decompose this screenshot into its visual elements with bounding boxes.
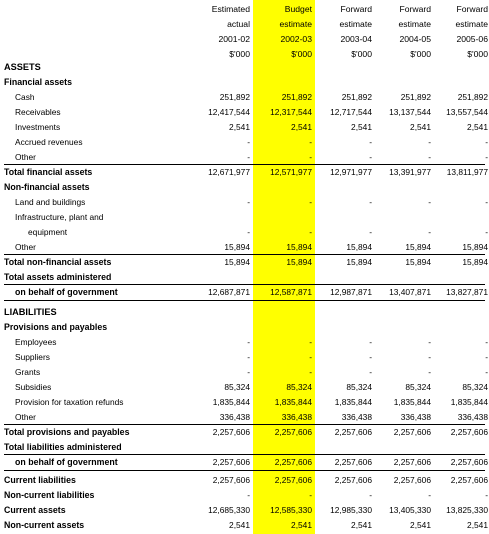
table-cell: - <box>309 367 312 377</box>
table-cell: 1,835,844 <box>212 397 250 407</box>
table-row <box>0 410 489 425</box>
table-cell: 251,892 <box>341 92 372 102</box>
table-cell: 13,391,977 <box>389 167 431 177</box>
column-header-text: 2005-06 <box>456 34 488 44</box>
table-cell: 15,894 <box>405 257 431 267</box>
table-cell: 85,324 <box>286 382 312 392</box>
table-cell: 2,257,606 <box>393 457 431 467</box>
table-cell: - <box>247 227 250 237</box>
table-row <box>0 335 489 350</box>
table-cell: 12,687,871 <box>208 287 250 297</box>
table-cell: 13,827,871 <box>446 287 488 297</box>
table-row <box>0 380 489 395</box>
table-cell: 13,825,330 <box>446 505 488 515</box>
row-label: LIABILITIES <box>4 307 57 317</box>
column-header-text: Forward <box>340 4 372 14</box>
row-label: Other <box>15 152 36 162</box>
table-cell: 251,892 <box>219 92 250 102</box>
row-label: Total provisions and payables <box>4 427 130 437</box>
table-row <box>0 225 489 240</box>
table-cell: 2,257,606 <box>393 475 431 485</box>
table-cell: - <box>309 352 312 362</box>
table-cell: 15,894 <box>405 242 431 252</box>
column-header-text: actual <box>227 19 250 29</box>
row-label: Grants <box>15 367 41 377</box>
column-header-text: estimate <box>339 19 372 29</box>
row-label: Accrued revenues <box>15 137 83 147</box>
table-cell: 336,438 <box>400 412 431 422</box>
table-row <box>0 455 489 470</box>
row-label: Subsidies <box>15 382 52 392</box>
table-row <box>0 503 489 518</box>
table-row <box>0 518 489 533</box>
table-cell: - <box>309 197 312 207</box>
column-header-text: Forward <box>399 4 431 14</box>
table-cell: - <box>428 352 431 362</box>
table-row <box>0 150 489 165</box>
row-label: ASSETS <box>4 62 41 72</box>
row-label: Total liabilities administered <box>4 442 122 452</box>
table-cell: 13,811,977 <box>446 167 488 177</box>
row-label: Provision for taxation refunds <box>15 397 124 407</box>
table-cell: 85,324 <box>462 382 488 392</box>
column-header-text: $'000 <box>291 49 312 59</box>
table-cell: 336,438 <box>281 412 312 422</box>
table-cell: - <box>369 137 372 147</box>
column-header-text: $'000 <box>351 49 372 59</box>
table-row <box>0 75 489 90</box>
row-label: Receivables <box>15 107 61 117</box>
table-row <box>0 488 489 503</box>
table-row <box>0 180 489 195</box>
row-label: Provisions and payables <box>4 322 108 332</box>
column-header-text: 2001-02 <box>218 34 250 44</box>
table-cell: 12,571,977 <box>270 167 312 177</box>
table-cell: 2,541 <box>410 520 431 530</box>
table-cell: 2,257,606 <box>450 475 488 485</box>
table-cell: 85,324 <box>346 382 372 392</box>
table-cell: 2,541 <box>351 122 372 132</box>
table-cell: - <box>428 490 431 500</box>
table-cell: 15,894 <box>346 257 372 267</box>
table-cell: 2,257,606 <box>212 427 250 437</box>
table-cell: - <box>485 152 488 162</box>
row-label: on behalf of government <box>15 287 118 297</box>
table-cell: 2,257,606 <box>212 457 250 467</box>
table-cell: - <box>428 337 431 347</box>
table-cell: 2,257,606 <box>274 457 312 467</box>
table-cell: 15,894 <box>224 242 250 252</box>
table-cell: - <box>309 152 312 162</box>
row-label: Other <box>15 242 36 252</box>
row-label: Cash <box>15 92 35 102</box>
table-cell: 2,541 <box>467 520 488 530</box>
table-cell: - <box>485 227 488 237</box>
row-label: Current assets <box>4 505 66 515</box>
table-cell: 2,257,606 <box>212 475 250 485</box>
table-cell: 251,892 <box>281 92 312 102</box>
row-label: on behalf of government <box>15 457 118 467</box>
table-cell: - <box>247 337 250 347</box>
table-cell: 2,257,606 <box>274 475 312 485</box>
table-cell: 2,257,606 <box>334 427 372 437</box>
table-cell: 15,894 <box>462 257 488 267</box>
table-cell: 251,892 <box>457 92 488 102</box>
table-cell: 1,835,844 <box>274 397 312 407</box>
table-cell: 12,587,871 <box>270 287 312 297</box>
table-cell: 2,541 <box>229 122 250 132</box>
table-cell: - <box>247 197 250 207</box>
column-header-text: Budget <box>284 4 312 14</box>
table-cell: 2,541 <box>351 520 372 530</box>
table-row <box>0 195 489 210</box>
row-label: Land and buildings <box>15 197 86 207</box>
table-row <box>0 270 489 285</box>
table-cell: 13,407,871 <box>389 287 431 297</box>
column-header-text: 2003-04 <box>340 34 372 44</box>
table-cell: 2,541 <box>467 122 488 132</box>
table-cell: 15,894 <box>462 242 488 252</box>
table-cell: 13,137,544 <box>389 107 431 117</box>
table-cell: 2,541 <box>291 520 312 530</box>
row-label: Employees <box>15 337 57 347</box>
table-cell: 336,438 <box>341 412 372 422</box>
table-cell: - <box>247 352 250 362</box>
table-cell: 12,717,544 <box>330 107 372 117</box>
table-cell: 12,971,977 <box>330 167 372 177</box>
table-cell: 2,541 <box>291 122 312 132</box>
table-cell: - <box>309 490 312 500</box>
table-row <box>0 255 489 270</box>
table-row <box>0 285 489 300</box>
table-cell: 15,894 <box>346 242 372 252</box>
column-header-text: $'000 <box>410 49 431 59</box>
table-cell: 85,324 <box>405 382 431 392</box>
table-row <box>0 365 489 380</box>
table-row <box>0 440 489 455</box>
column-header-text: estimate <box>398 19 431 29</box>
table-row <box>0 120 489 135</box>
column-header-line <box>0 17 489 32</box>
column-header-text: $'000 <box>467 49 488 59</box>
row-label: Non-financial assets <box>4 182 90 192</box>
table-cell: - <box>369 337 372 347</box>
table-cell: - <box>309 337 312 347</box>
table-cell: - <box>485 337 488 347</box>
table-row <box>0 350 489 365</box>
table-cell: 12,671,977 <box>208 167 250 177</box>
table-cell: 15,894 <box>286 242 312 252</box>
column-header-text: Estimated <box>211 4 250 14</box>
row-label: Other <box>15 412 36 422</box>
table-cell: 13,557,544 <box>446 107 488 117</box>
table-cell: - <box>428 137 431 147</box>
column-header-text: Forward <box>456 4 488 14</box>
row-label: Infrastructure, plant and <box>15 212 104 222</box>
table-cell: - <box>428 367 431 377</box>
table-cell: - <box>485 352 488 362</box>
table-cell: 12,317,544 <box>270 107 312 117</box>
table-cell: 2,257,606 <box>274 427 312 437</box>
table-cell: - <box>485 490 488 500</box>
table-cell: - <box>369 227 372 237</box>
table-cell: 336,438 <box>219 412 250 422</box>
table-cell: - <box>369 152 372 162</box>
table-row <box>0 305 489 320</box>
table-row <box>0 240 489 255</box>
table-row <box>0 105 489 120</box>
table-cell: 15,894 <box>224 257 250 267</box>
table-cell: 2,257,606 <box>450 457 488 467</box>
table-cell: - <box>428 152 431 162</box>
table-cell: 251,892 <box>400 92 431 102</box>
column-header-text: estimate <box>455 19 488 29</box>
table-cell: - <box>428 197 431 207</box>
table-cell: 1,835,844 <box>450 397 488 407</box>
table-cell: 1,835,844 <box>334 397 372 407</box>
table-cell: - <box>247 152 250 162</box>
column-header-text: 2002-03 <box>280 34 312 44</box>
column-header-text: estimate <box>279 19 312 29</box>
table-cell: 12,985,330 <box>330 505 372 515</box>
table-cell: 336,438 <box>457 412 488 422</box>
table-cell: 2,257,606 <box>393 427 431 437</box>
row-label: Non-current assets <box>4 520 85 530</box>
table-cell: 85,324 <box>224 382 250 392</box>
table-row <box>0 425 489 440</box>
table-cell: - <box>369 367 372 377</box>
table-row <box>0 473 489 488</box>
row-label: Total non-financial assets <box>4 257 112 267</box>
table-cell: 2,257,606 <box>450 427 488 437</box>
row-label: Investments <box>15 122 61 132</box>
table-cell: - <box>485 367 488 377</box>
table-cell: - <box>485 137 488 147</box>
table-cell: 15,894 <box>286 257 312 267</box>
column-header-text: 2004-05 <box>399 34 431 44</box>
table-cell: 12,987,871 <box>330 287 372 297</box>
table-cell: - <box>485 197 488 207</box>
table-row <box>0 135 489 150</box>
table-cell: - <box>369 490 372 500</box>
table-cell: 12,417,544 <box>208 107 250 117</box>
table-cell: - <box>247 490 250 500</box>
table-cell: 2,257,606 <box>334 457 372 467</box>
table-row <box>0 210 489 225</box>
table-cell: 13,405,330 <box>389 505 431 515</box>
table-cell: - <box>309 227 312 237</box>
table-row <box>0 90 489 105</box>
column-header-line <box>0 2 489 17</box>
table-cell: 1,835,844 <box>393 397 431 407</box>
table-cell: - <box>247 367 250 377</box>
table-row <box>0 320 489 335</box>
row-label: equipment <box>28 227 68 237</box>
table-cell: 12,685,330 <box>208 505 250 515</box>
table-cell: - <box>428 227 431 237</box>
row-label: Total financial assets <box>4 167 93 177</box>
table-cell: 2,541 <box>229 520 250 530</box>
row-label: Total assets administered <box>4 272 112 282</box>
column-header-line <box>0 32 489 47</box>
column-header-text: $'000 <box>229 49 250 59</box>
table-row <box>0 60 489 75</box>
row-label: Suppliers <box>15 352 50 362</box>
table-row <box>0 395 489 410</box>
table-cell: - <box>309 137 312 147</box>
table-cell: - <box>369 352 372 362</box>
row-label: Current liabilities <box>4 475 76 485</box>
table-cell: - <box>369 197 372 207</box>
table-cell: - <box>247 137 250 147</box>
table-row <box>0 165 489 180</box>
row-label: Non-current liabilities <box>4 490 95 500</box>
table-cell: 2,257,606 <box>334 475 372 485</box>
table-cell: 2,541 <box>410 122 431 132</box>
row-label: Financial assets <box>4 77 72 87</box>
table-cell: 12,585,330 <box>270 505 312 515</box>
